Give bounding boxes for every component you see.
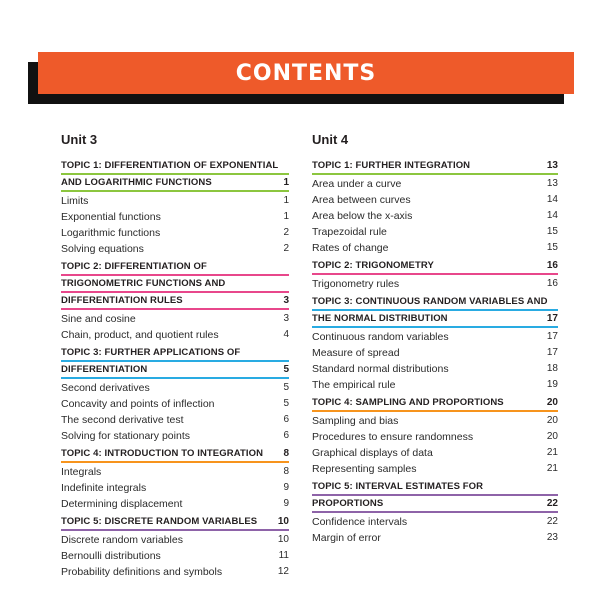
toc-entry[interactable] [61,396,289,412]
toc-entry[interactable] [312,361,558,377]
entry-page-number: 17 [546,347,558,358]
entry-title: Measure of spread [312,347,400,359]
topic-heading-line [61,159,289,175]
entry-page-number: 6 [283,430,289,441]
entry-title: Graphical displays of data [312,447,433,459]
unit-3-title: Unit 3 [61,132,98,147]
topic-heading-line [61,363,289,379]
topic-title-text: PROPORTIONS [312,498,384,509]
topic-page-number: 8 [283,448,289,459]
topic-page-number: 1 [283,177,289,188]
entry-title: Logarithmic functions [61,227,161,239]
topic-heading-line [312,295,558,311]
entry-page-number: 18 [546,363,558,374]
toc-entry[interactable] [61,209,289,225]
topic-gap [61,512,289,514]
entry-title: Discrete random variables [61,534,183,546]
toc-entry[interactable] [312,530,558,546]
topic-gap [312,546,558,548]
topic-title-text: TOPIC 1: DIFFERENTIATION OF EXPONENTIAL [61,160,279,171]
entry-title: Sampling and bias [312,415,399,427]
page-title: CONTENTS [235,60,377,86]
entry-title: Rates of change [312,242,389,254]
toc-entry[interactable] [312,345,558,361]
toc-entry[interactable] [312,224,558,240]
toc-entry[interactable] [61,464,289,480]
entry-title: Area under a curve [312,178,402,190]
entry-title: Margin of error [312,532,381,544]
entry-page-number: 1 [283,195,289,206]
entry-title: Determining displacement [61,498,183,510]
entry-title: Limits [61,195,89,207]
unit-3-topics [61,159,289,582]
toc-entry[interactable] [312,276,558,292]
topic-gap [312,393,558,395]
toc-entry[interactable] [61,548,289,564]
topic-heading-line [61,294,289,310]
toc-entry[interactable] [61,225,289,241]
topic-gap [61,257,289,259]
entry-page-number: 21 [546,463,558,474]
topic-heading[interactable] [61,346,289,379]
entry-title: Concavity and points of inflection [61,398,215,410]
entry-title: Solving for stationary points [61,430,190,442]
topic-page-number: 10 [277,516,289,527]
entry-page-number: 10 [277,534,289,545]
topic-title-text: AND LOGARITHMIC FUNCTIONS [61,177,212,188]
entry-page-number: 12 [277,566,289,577]
entry-page-number: 21 [546,447,558,458]
entry-title: Sine and cosine [61,313,136,325]
entry-title: Indefinite integrals [61,482,147,494]
topic-title-text: TOPIC 5: INTERVAL ESTIMATES FOR [312,481,484,492]
topic-gap [312,477,558,479]
topic-page-number: 3 [283,295,289,306]
entry-title: Integrals [61,466,102,478]
entry-title: Exponential functions [61,211,161,223]
topic-heading-line [61,260,289,276]
toc-entry[interactable] [61,327,289,343]
entry-page-number: 1 [283,211,289,222]
topic-heading-line [312,159,558,175]
toc-entry[interactable] [312,377,558,393]
entry-page-number: 15 [546,226,558,237]
topic-heading[interactable] [312,480,558,513]
entry-page-number: 9 [283,498,289,509]
topic-title-text: TOPIC 3: CONTINUOUS RANDOM VARIABLES AND [312,296,548,307]
entry-page-number: 20 [546,415,558,426]
topic-page-number: 22 [546,498,558,509]
entry-title: Solving equations [61,243,144,255]
entry-page-number: 16 [546,278,558,289]
topic-page-number: 16 [546,260,558,271]
topic-title-text: THE NORMAL DISTRIBUTION [312,313,448,324]
toc-entry[interactable] [312,429,558,445]
topic-heading[interactable] [61,515,289,531]
toc-entry[interactable] [61,428,289,444]
topic-gap [61,580,289,582]
entry-page-number: 2 [283,243,289,254]
entry-page-number: 11 [278,550,289,561]
topic-page-number: 20 [546,397,558,408]
contents-banner [38,52,574,94]
unit-4-column [312,132,558,548]
topic-heading-line [61,346,289,362]
topic-heading-line [61,176,289,192]
topic-heading-line [312,312,558,328]
topic-heading[interactable] [61,447,289,463]
unit-4-topics [312,159,558,548]
entry-page-number: 5 [283,382,289,393]
topic-heading-line [312,396,558,412]
entry-page-number: 5 [283,398,289,409]
entry-page-number: 13 [546,178,558,189]
entry-page-number: 14 [546,210,558,221]
toc-entry[interactable] [61,193,289,209]
toc-entry[interactable] [312,329,558,345]
topic-title-text: TOPIC 2: DIFFERENTIATION OF [61,261,207,272]
topic-heading-line [312,497,558,513]
entry-page-number: 22 [546,516,558,527]
topic-heading-line [312,259,558,275]
entry-page-number: 15 [546,242,558,253]
unit-4-title: Unit 4 [312,132,349,147]
entry-title: Bernoulli distributions [61,550,161,562]
toc-entry[interactable] [312,208,558,224]
topic-title-text: TOPIC 2: TRIGONOMETRY [312,260,434,271]
entry-page-number: 23 [546,532,558,543]
entry-page-number: 14 [546,194,558,205]
entry-title: Second derivatives [61,382,150,394]
toc-entry[interactable] [61,412,289,428]
topic-title-text: DIFFERENTIATION RULES [61,295,183,306]
entry-page-number: 9 [283,482,289,493]
entry-page-number: 6 [283,414,289,425]
topic-gap [61,343,289,345]
toc-entry[interactable] [312,176,558,192]
toc-entry[interactable] [61,380,289,396]
topic-title-text: TRIGONOMETRIC FUNCTIONS AND [61,278,226,289]
topic-title-text: TOPIC 5: DISCRETE RANDOM VARIABLES [61,516,258,527]
topic-gap [312,256,558,258]
entry-title: Chain, product, and quotient rules [61,329,219,341]
topic-heading-line [61,447,289,463]
toc-entry[interactable] [61,496,289,512]
topic-title-text: DIFFERENTIATION [61,364,148,375]
topic-gap [61,444,289,446]
entry-page-number: 8 [283,466,289,477]
entry-title: Area between curves [312,194,411,206]
topic-heading-line [312,480,558,496]
topic-heading[interactable] [312,295,558,328]
entry-title: Area below the x-axis [312,210,413,222]
topic-heading-line [61,277,289,293]
toc-entry[interactable] [61,480,289,496]
topic-heading[interactable] [61,260,289,310]
toc-entry[interactable] [312,445,558,461]
entry-title: Trapezoidal rule [312,226,387,238]
entry-page-number: 4 [283,329,289,340]
entry-title: Probability definitions and symbols [61,566,223,578]
toc-entry[interactable] [312,461,558,477]
topic-heading[interactable] [312,259,558,275]
toc-entry[interactable] [312,514,558,530]
entry-title: Confidence intervals [312,516,408,528]
topic-heading[interactable] [61,159,289,192]
entry-title: Continuous random variables [312,331,449,343]
topic-gap [312,292,558,294]
toc-entry[interactable] [61,241,289,257]
entry-page-number: 19 [546,379,558,390]
entry-title: The empirical rule [312,379,396,391]
toc-entry[interactable] [61,564,289,580]
topic-page-number: 5 [283,364,289,375]
toc-entry[interactable] [312,240,558,256]
toc-entry[interactable] [61,532,289,548]
topic-title-text: TOPIC 4: INTRODUCTION TO INTEGRATION [61,448,264,459]
entry-page-number: 2 [283,227,289,238]
topic-title-text: TOPIC 1: FURTHER INTEGRATION [312,160,471,171]
topic-title-text: TOPIC 3: FURTHER APPLICATIONS OF [61,347,241,358]
topic-heading[interactable] [312,159,558,175]
topic-title-text: TOPIC 4: SAMPLING AND PROPORTIONS [312,397,504,408]
toc-entry[interactable] [312,413,558,429]
entry-title: The second derivative test [61,414,184,426]
entry-page-number: 20 [546,431,558,442]
topic-page-number: 17 [546,313,558,324]
entry-title: Procedures to ensure randomness [312,431,474,443]
toc-entry[interactable] [61,311,289,327]
entry-page-number: 3 [283,313,289,324]
toc-entry[interactable] [312,192,558,208]
entry-title: Standard normal distributions [312,363,449,375]
topic-page-number: 13 [546,160,558,171]
unit-3-column [61,132,289,582]
topic-heading[interactable] [312,396,558,412]
entry-page-number: 17 [546,331,558,342]
entry-title: Representing samples [312,463,417,475]
entry-title: Trigonometry rules [312,278,400,290]
topic-heading-line [61,515,289,531]
